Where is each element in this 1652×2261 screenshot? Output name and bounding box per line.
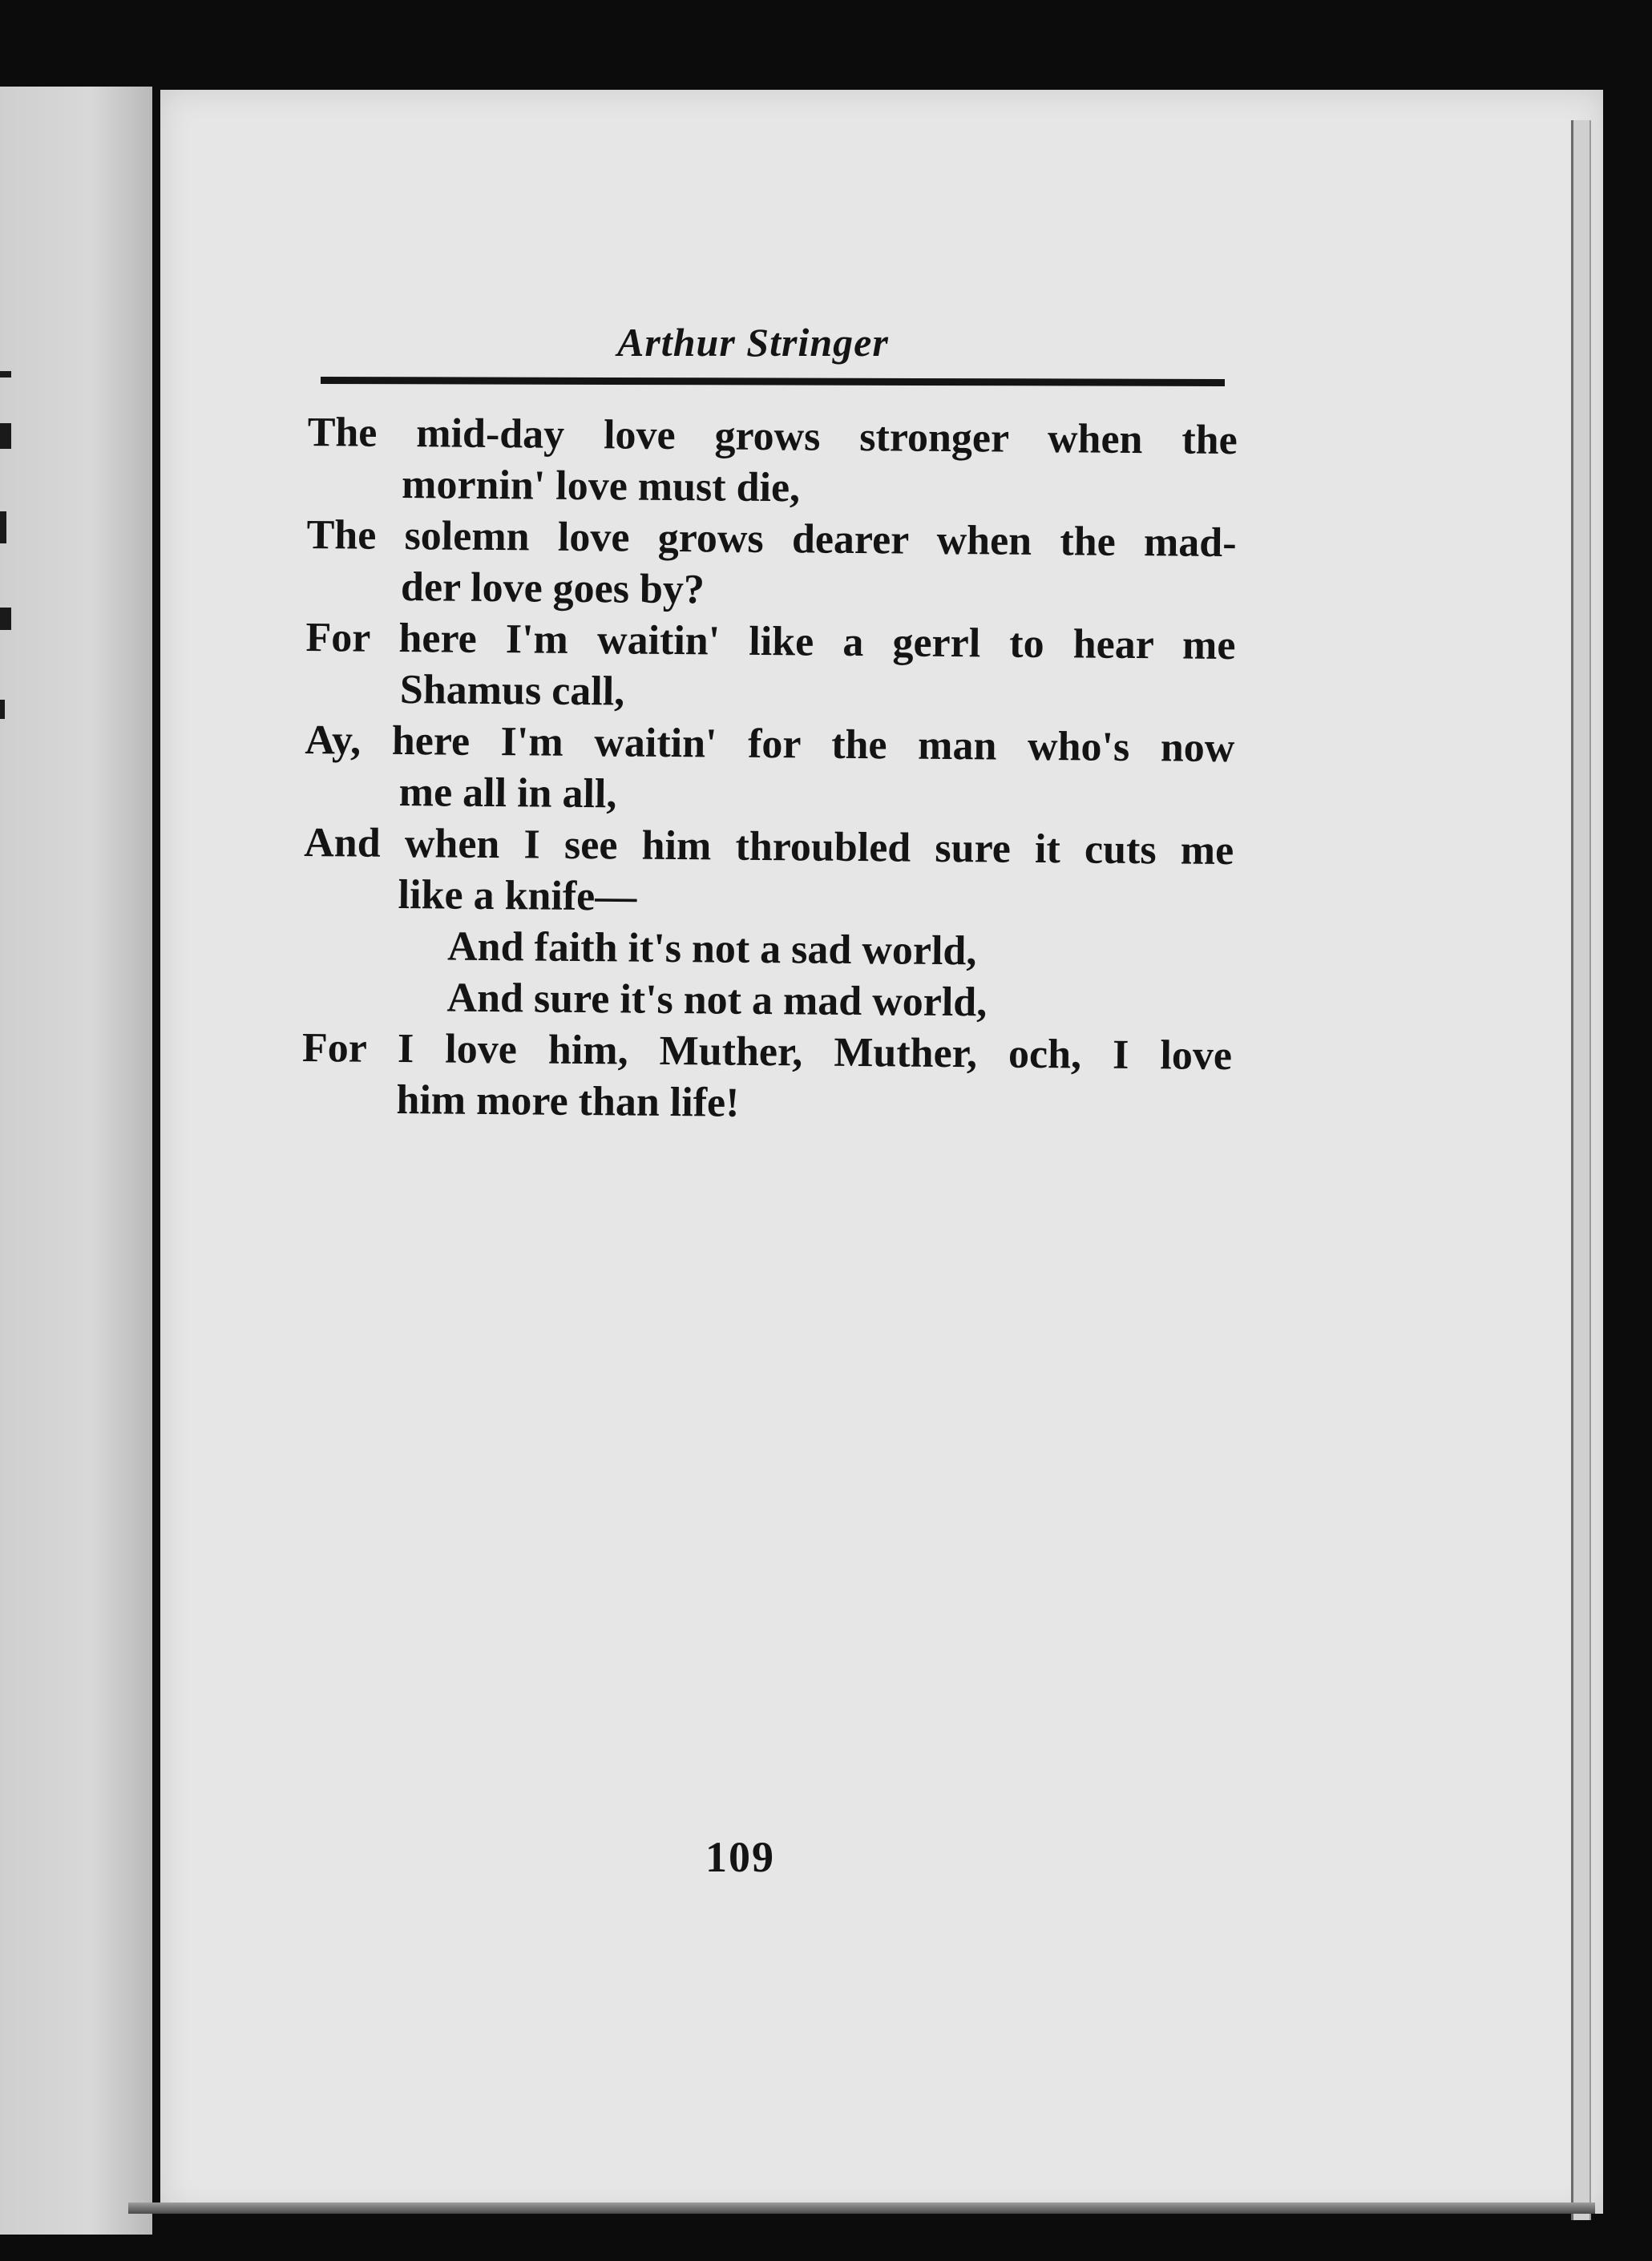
- poem-refrain-line: And faith it's not a sad world,: [446, 923, 977, 975]
- poem-text: [301, 407, 1238, 1133]
- poem-line: like a knife—: [398, 872, 637, 920]
- running-head: Arthur Stringer: [617, 320, 889, 365]
- poem-line: Shamus call,: [399, 667, 625, 715]
- previous-page-glyph: [0, 371, 11, 378]
- previous-page-glyph: [0, 608, 11, 630]
- poem-refrain-line: And sure it's not a mad world,: [446, 975, 988, 1026]
- poem-line: For I love him, Muther, Muther, och, I love: [301, 1024, 1233, 1080]
- poem-line: mornin' love must die,: [401, 462, 801, 511]
- page-bottom-edge: [128, 2202, 1595, 2214]
- page-fore-edge: [1571, 120, 1591, 2220]
- previous-page-glyph: [0, 511, 6, 543]
- previous-page-edge: [0, 87, 152, 2235]
- poem-line: me all in all,: [398, 769, 617, 818]
- poem-line: der love goes by?: [400, 564, 705, 613]
- poem-line: The mid-day love grows stronger when the: [307, 409, 1238, 464]
- poem-line: him more than life!: [396, 1076, 740, 1126]
- poem-line: Ay, here I'm waitin' for the man who's now: [305, 717, 1235, 772]
- poem-line: And when I see him throubled sure it cuts me: [304, 819, 1234, 874]
- previous-page-glyph: [0, 423, 11, 449]
- poem-line: The solemn love grows dearer when the mad-: [306, 511, 1237, 567]
- previous-page-glyph: [0, 700, 5, 719]
- poem-line: For here I'm waitin' like a gerrl to hear me: [305, 614, 1236, 669]
- page-number: 109: [705, 1833, 775, 1881]
